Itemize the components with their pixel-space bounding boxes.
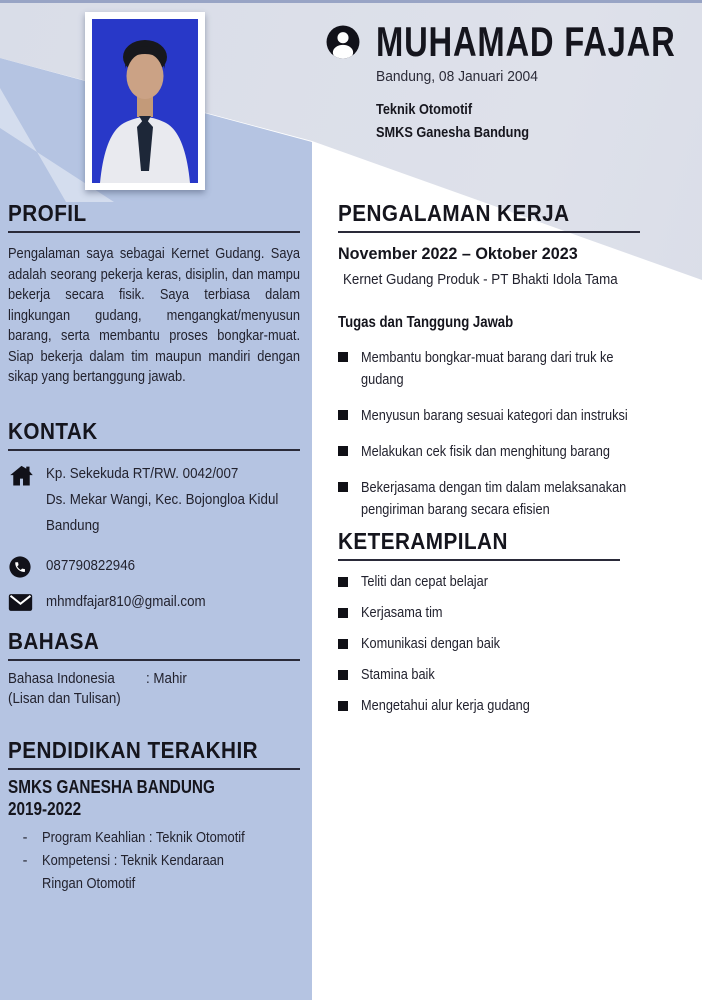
person-icon	[324, 23, 362, 61]
phone-row	[8, 553, 300, 579]
square-bullet-icon	[338, 482, 348, 492]
section-keterampilan	[338, 528, 694, 727]
skills-list	[338, 572, 694, 717]
email-text: mhmdfajar810@gmail.com	[46, 593, 206, 610]
top-accent-strip	[0, 0, 702, 3]
square-bullet-icon	[338, 701, 348, 711]
address-row	[8, 461, 300, 539]
duty-item: Menyusun barang sesuai kategori dan instruksi	[338, 405, 694, 427]
square-bullet-icon	[338, 608, 348, 618]
duties-title: Tugas dan Tanggung Jawab	[338, 314, 514, 331]
pengalaman-title: PENGALAMAN KERJA	[338, 200, 570, 226]
square-bullet-icon	[338, 670, 348, 680]
square-bullet-icon	[338, 577, 348, 587]
section-pengalaman	[338, 200, 694, 535]
profile-photo	[85, 12, 205, 190]
skill-item: Kerjasama tim	[338, 603, 694, 624]
dash-marker: -	[22, 853, 28, 869]
phone-icon	[8, 553, 38, 579]
section-kontak	[8, 418, 300, 612]
duty-item: Membantu bongkar-muat barang dari truk ke gudang	[338, 347, 694, 391]
pengalaman-divider	[338, 231, 640, 233]
language-name: Bahasa Indonesia	[8, 671, 115, 687]
school-label: SMKS Ganesha Bandung	[376, 124, 530, 141]
keterampilan-title: KETERAMPILAN	[338, 528, 508, 554]
square-bullet-icon	[338, 446, 348, 456]
name-text: MUHAMAD FAJAR	[376, 18, 676, 65]
square-bullet-icon	[338, 352, 348, 362]
language-row	[8, 671, 300, 687]
pendidikan-list	[8, 827, 300, 896]
pendidikan-school: SMKS GANESHA BANDUNG	[8, 777, 215, 797]
square-bullet-icon	[338, 410, 348, 420]
profil-title: PROFIL	[8, 200, 87, 226]
profil-body: Pengalaman saya sebagai Kernet Gudang. Saya adalah seorang pekerja keras, disiplin, dan mampu bekerja secara fisik. Saya terbiasa dalam lingkungan gudang, mengangkat/menyusun barang, serta membantu proses bongkar-muat. Siap bekerja dalam tim maupun mandiri dengan sikap yang bertanggung jawab.	[8, 246, 301, 385]
home-icon	[8, 461, 38, 539]
bahasa-title: BAHASA	[8, 628, 100, 654]
birthplace-date: Bandung, 08 Januari 2004	[376, 68, 538, 85]
kontak-divider	[8, 449, 300, 451]
skill-item: Mengetahui alur kerja gudang	[338, 696, 694, 717]
email-row	[8, 591, 300, 612]
skill-item: Stamina baik	[338, 665, 694, 686]
pendidikan-divider	[8, 768, 300, 770]
section-profil	[8, 200, 300, 388]
skill-item: Komunikasi dengan baik	[338, 634, 694, 655]
pendidikan-title: PENDIDIKAN TERAKHIR	[8, 737, 259, 763]
phone-text: 087790822946	[46, 558, 136, 574]
name-heading	[376, 20, 702, 64]
section-pendidikan	[8, 737, 300, 896]
bahasa-divider	[8, 659, 300, 661]
major-label: Teknik Otomotif	[376, 101, 473, 118]
square-bullet-icon	[338, 639, 348, 649]
pendidikan-item: - Program Keahlian : Teknik Otomotif	[8, 827, 300, 850]
duty-item: Bekerjasama dengan tim dalam melaksanakan pengiriman barang secara efisien	[338, 477, 694, 521]
email-icon	[8, 591, 38, 612]
language-level: : Mahir	[146, 671, 187, 687]
work-period: November 2022 – Oktober 2023	[338, 244, 578, 263]
keterampilan-divider	[338, 559, 620, 561]
address-text: Kp. Sekekuda RT/RW. 0042/007 Ds. Mekar Wangi, Kec. Bojongloa Kidul Bandung	[46, 466, 279, 534]
dash-marker: -	[22, 830, 28, 846]
work-role: Kernet Gudang Produk - PT Bhakti Idola Tama	[343, 272, 618, 288]
header	[324, 20, 702, 141]
photo-illustration	[92, 19, 198, 183]
section-bahasa	[8, 628, 300, 707]
pendidikan-years: 2019-2022	[8, 799, 82, 819]
duty-item: Melakukan cek fisik dan menghitung barang	[338, 441, 694, 463]
duties-list	[338, 347, 694, 521]
profil-divider	[8, 231, 300, 233]
kontak-title: KONTAK	[8, 418, 98, 444]
skill-item: Teliti dan cepat belajar	[338, 572, 694, 593]
language-note: (Lisan dan Tulisan)	[8, 691, 121, 707]
pendidikan-item: - Kompetensi : Teknik Kendaraan Ringan Otomotif	[8, 850, 300, 896]
